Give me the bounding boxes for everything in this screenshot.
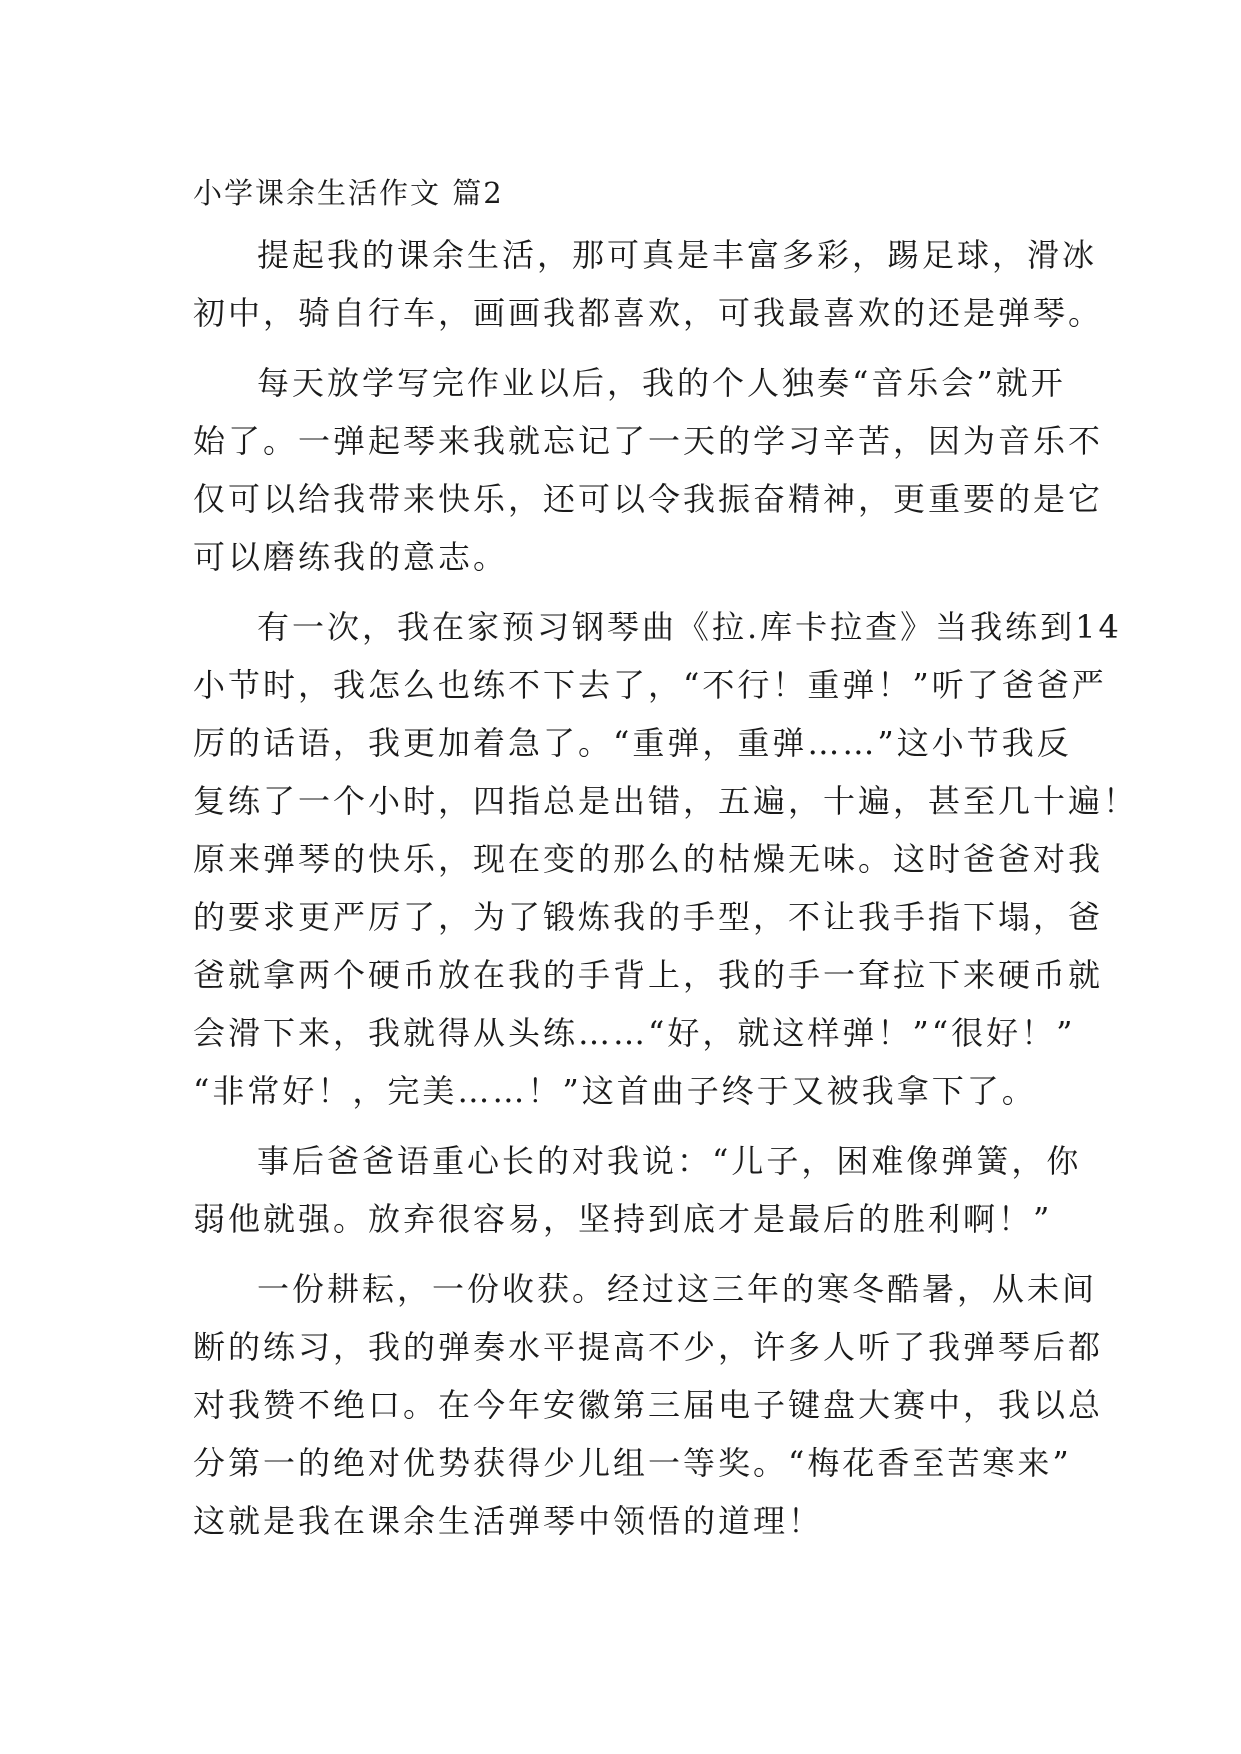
text-line: 对我赞不绝口。在今年安徽第三届电子键盘大赛中，我以总 [193,1386,1104,1424]
text-line: 始了。一弹起琴来我就忘记了一天的学习辛苦，因为音乐不 [193,422,1104,460]
text-line: 初中，骑自行车，画画我都喜欢，可我最喜欢的还是弹琴。 [193,294,1104,332]
text-line: 事后爸爸语重心长的对我说：“儿子，困难像弹簧，你 [257,1142,1082,1180]
paragraph-1 [193,226,1104,342]
text-line: 提起我的课余生活，那可真是丰富多彩，踢足球，滑冰 [257,236,1098,274]
text-line: 的要求更严厉了，为了锻炼我的手型，不让我手指下塌，爸 [193,898,1104,936]
paragraph-4 [193,1132,1082,1248]
text-line: 有一次，我在家预习钢琴曲《拉.库卡拉查》当我练到14 [257,608,1122,646]
text-line: 厉的话语，我更加着急了。“重弹，重弹……”这小节我反 [193,724,1072,762]
paragraph-5 [193,1260,1104,1550]
text-line: 每天放学写完作业以后，我的个人独奏“音乐会”就开 [257,364,1066,402]
document-page [193,160,1139,1550]
text-line: 分第一的绝对优势获得少儿组一等奖。“梅花香至苦寒来” [193,1444,1072,1482]
text-line: 这就是我在课余生活弹琴中领悟的道理！ [193,1502,824,1540]
document-title: 小学课余生活作文 篇2 [193,176,504,210]
text-line: “非常好！，完美……！”这首曲子终于又被我拿下了。 [193,1072,1037,1110]
text-line: 爸就拿两个硬币放在我的手背上，我的手一耷拉下来硬币就 [193,956,1104,994]
text-line: 小节时，我怎么也练不下去了，“不行！重弹！”听了爸爸严 [193,666,1107,704]
text-line: 仅可以给我带来快乐，还可以令我振奋精神，更重要的是它 [193,480,1104,518]
paragraph-3 [193,598,1139,1120]
text-line: 可以磨练我的意志。 [193,538,509,576]
text-line: 会滑下来，我就得从头练……“好，就这样弹！”“很好！” [193,1014,1076,1052]
text-line: 一份耕耘，一份收获。经过这三年的寒冬酷暑，从未间 [257,1270,1098,1308]
text-line: 复练了一个小时，四指总是出错，五遍，十遍，甚至几十遍！ [193,782,1139,820]
paragraph-2 [193,354,1104,586]
text-line: 断的练习，我的弹奏水平提高不少，许多人听了我弹琴后都 [193,1328,1104,1366]
text-line: 弱他就强。放弃很容易，坚持到底才是最后的胜利啊！” [193,1200,1053,1238]
text-line: 原来弹琴的快乐，现在变的那么的枯燥无味。这时爸爸对我 [193,840,1104,878]
